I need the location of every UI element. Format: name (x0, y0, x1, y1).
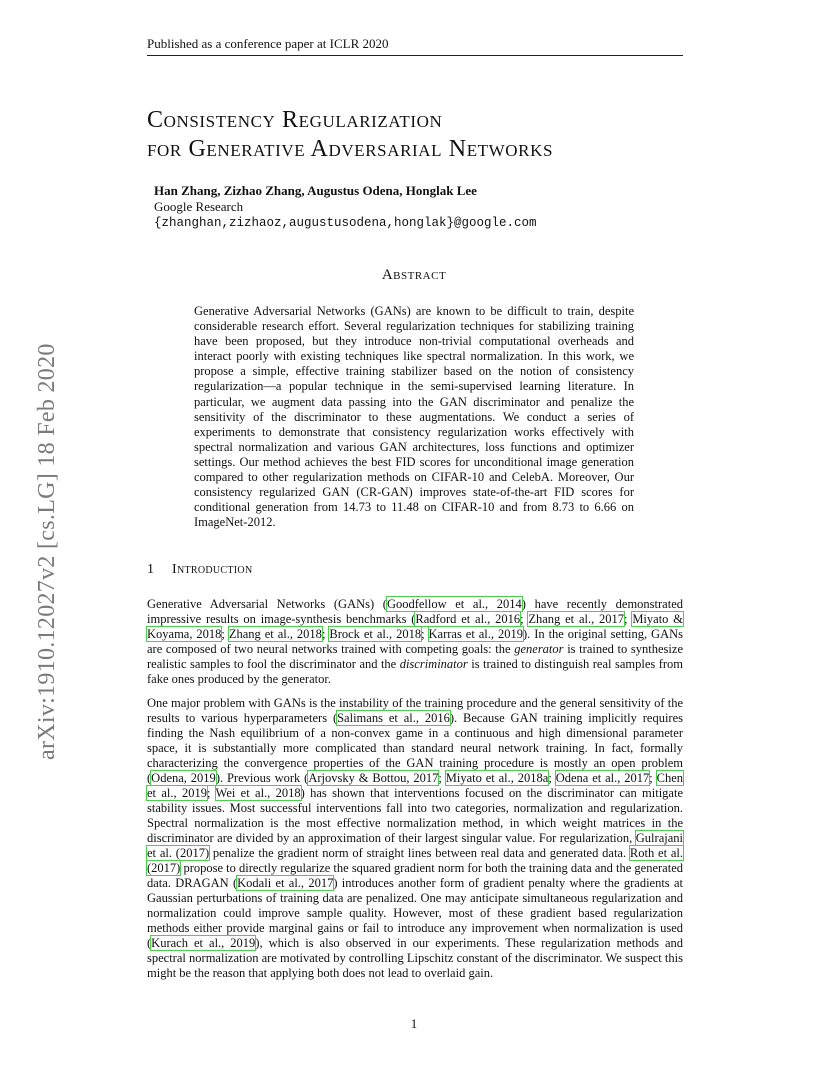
citation-link[interactable]: Zhang et al., 2018 (228, 627, 322, 641)
citation-link[interactable]: Karras et al., 2019 (428, 627, 523, 641)
text-run: ; (624, 612, 633, 626)
citation-link[interactable]: Wei et al., 2018 (215, 786, 301, 800)
text-run: Generative Adversarial Networks (GANs) ( (147, 597, 387, 611)
citation-link[interactable]: Goodfellow et al., 2014 (386, 597, 522, 611)
text-run: propose to directly regularize the squared gradient norm for both the training data and the generated data. DRAGAN ( (147, 861, 683, 890)
citation-link[interactable]: Salimans et al., 2016 (337, 711, 450, 725)
text-run: ) have recently demonstrated impressive results on image-synthesis benchmarks ( (147, 597, 683, 626)
author-affiliation: Google Research (154, 199, 244, 214)
paragraph-2 (147, 696, 683, 981)
citation-link[interactable]: Roth et al. (2017) (147, 846, 683, 875)
section-heading-introduction (147, 562, 252, 578)
abstract-text: Generative Adversarial Networks (GANs) are known to be difficult to train, despite considerable research effort. Several regularization techniques for stabilizing training have been proposed, but they introduce non-trivial computational overheads and interact poorly with existing techniques like spectral normalization. In this work, we propose a simple, effective training stabilizer based on the notion of consistency regularization—a popular technique in the semi-supervised learning literature. In particular, we augment data passing into the GAN discriminator and penalize the sensitivity of the discriminator to these augmentations. We conduct a series of experiments to demonstrate that consistency regularization works effectively with spectral normalization and various GAN architectures, loss functions and optimizer settings. Our method achieves the best FID scores for unconditional image generation compared to other regularization methods on CIFAR-10 and CelebA. Moreover, Our consistency regularized GAN (CR-GAN) improves state-of-the-art FID scores for conditional generation from 14.73 to 11.48 on CIFAR-10 and from 8.73 to 6.66 on ImageNet-2012. (194, 304, 634, 530)
text-run: ; (221, 627, 229, 641)
text-run: ). Previous work ( (215, 771, 309, 785)
text-run: ). In the original setting, GANs are composed of two neural networks trained with competing goals: the (147, 627, 683, 656)
text-run: penalize the gradient norm of straight lines between real data and generated data. (209, 846, 630, 860)
citation-link[interactable]: Odena et al., 2017 (555, 771, 650, 785)
citation-link[interactable]: Kodali et al., 2017 (237, 876, 334, 890)
citation-link[interactable]: Odena, 2019 (151, 771, 216, 785)
text-run: is trained to synthesize realistic samples to fool the discriminator and the (147, 642, 683, 671)
author-block (154, 183, 537, 231)
emphasis-discriminator: discriminator (399, 657, 468, 671)
text-run: ). Because GAN training implicitly requires finding the Nash equilibrium of a non-convex game in a continuous and high dimensional parameter space, it is substantially more complicated than standard neural network training. In fact, formally characterizing the convergence properties of the GAN training procedure is mostly an open problem ( (147, 711, 683, 785)
title-line-2: for Generative Adversarial Networks (147, 136, 554, 162)
section-number: 1 (147, 562, 155, 577)
text-run: ; (421, 627, 429, 641)
author-names: Han Zhang, Zizhao Zhang, Augustus Odena, Honglak Lee (154, 183, 477, 198)
abstract-heading: Abstract (381, 267, 447, 283)
author-email[interactable]: {zhanghan,zizhaoz,augustusodena,honglak}@google.com (154, 216, 537, 230)
citation-link[interactable]: Zhang et al., 2017 (528, 612, 625, 626)
text-run: ; (321, 627, 330, 641)
text-run: ; (649, 771, 657, 785)
citation-link[interactable]: Brock et al., 2018 (329, 627, 422, 641)
text-run: ; (438, 771, 446, 785)
paper-title (147, 106, 707, 164)
citation-link[interactable]: Kurach et al., 2019 (151, 936, 256, 950)
arxiv-stamp: arXiv:1910.12027v2 [cs.LG] 18 Feb 2020 (34, 343, 60, 760)
paragraph-1 (147, 597, 683, 687)
emphasis-generator: generator (514, 642, 564, 656)
text-run: ; (520, 612, 529, 626)
citation-link[interactable]: Miyato & Koyama, 2018 (147, 612, 683, 641)
text-run: ) has shown that interventions focused on the discriminator can mitigate stability issues. Most successful interventions fall into two categories, normalization and regularization. Spectral normalization is the most effective normalization method, in which weight matrices in the discriminator are divided by an approximation of their largest singular value. For regularization, (147, 786, 683, 845)
section-title: Introduction (172, 562, 253, 577)
text-run: ) introduces another form of gradient penalty where the gradients at Gaussian perturbations of training data are penalized. One may anticipate simultaneous regularization and normalization could improve sample quality. However, most of these gradient based regularization methods either provide marginal gains or fail to introduce any improvement when normalization is used ( (147, 876, 683, 950)
citation-link[interactable]: Chen et al., 2019 (147, 771, 684, 800)
text-run: ; (206, 786, 216, 800)
page-number: 1 (410, 1016, 418, 1031)
citation-link[interactable]: Miyato et al., 2018a (445, 771, 549, 785)
title-line-1: Consistency Regularization (147, 107, 443, 133)
text-run: is trained to distinguish real samples from fake ones produced by the generator. (147, 657, 683, 686)
text-run: ; (548, 771, 556, 785)
citation-link[interactable]: Gulrajani et al. (2017) (147, 831, 683, 860)
text-run: ), which is also observed in our experiments. These regularization methods and spectral normalization are motivated by controlling Lipschitz constant of the discriminator. We suspect this might be the reason that applying both does not lead to overlaid gain. (147, 936, 684, 980)
running-head: Published as a conference paper at ICLR 2020 (147, 36, 683, 56)
citation-link[interactable]: Radford et al., 2016 (415, 612, 521, 626)
introduction-body (147, 597, 683, 990)
citation-link[interactable]: Arjovsky & Bottou, 2017 (308, 771, 439, 785)
text-run: One major problem with GANs is the instability of the training procedure and the general sensitivity of the results to various hyperparameters ( (147, 696, 683, 725)
